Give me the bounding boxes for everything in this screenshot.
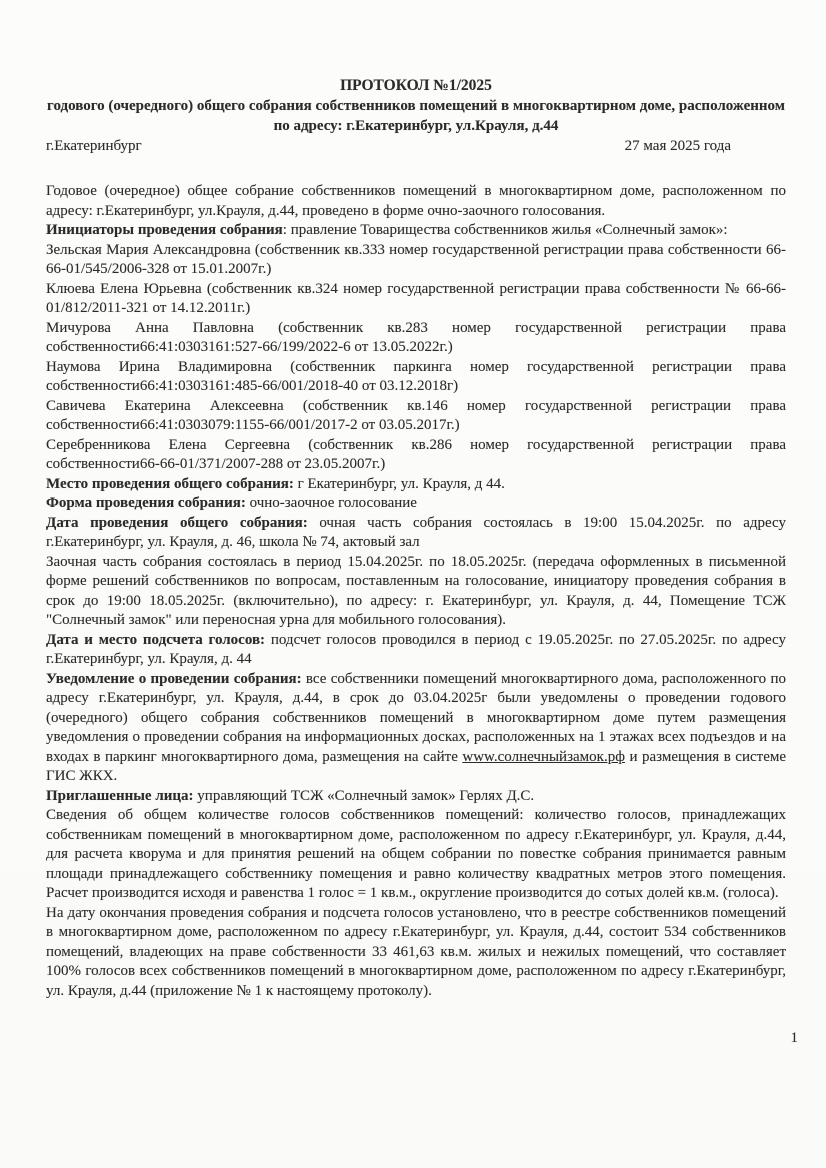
invited-text: управляющий ТСЖ «Солнечный замок» Герлях Д.С. [193, 787, 535, 804]
meeting-date-label: Дата проведения общего собрания: [46, 514, 308, 531]
document-city: г.Екатеринбург [46, 138, 142, 154]
city-date-row [46, 136, 786, 156]
initiator-entry: Клюева Елена Юрьевна (собственник кв.324 номер государственной регистрации права собственности № 66-66-01/812/2011-321 от 14.12.2011г.) [46, 280, 786, 316]
invited-paragraph [46, 787, 786, 807]
document-subtitle: годового (очередного) общего собрания собственников помещений в многоквартирном доме, расположенном по адресу: г.Екатеринбург, ул.Крауля, д.44 [47, 98, 785, 134]
notice-label: Уведомление о проведении собрания: [46, 670, 302, 687]
initiator-entry: Серебренникова Елена Сергеевна (собственник кв.286 номер государственной регистрации права собственности66-66-01/371/2007-288 от 23.05.2007г.) [46, 436, 786, 472]
intro-paragraph: Годовое (очередное) общее собрание собственников помещений в многоквартирном доме, расположенном по адресу: г.Екатеринбург, ул.Крауля, д.44, проведено в форме очно-заочного голосования. [46, 183, 786, 219]
initiator-entry: Савичева Екатерина Алексеевна (собственник кв.146 номер государственной регистрации права собственности66:41:0303079:1155-66/001/2017-2 от 03.05.2017г.) [46, 397, 786, 433]
place-text: г Екатеринбург, ул. Крауля, д 44. [293, 475, 505, 492]
invited-label: Приглашенные лица: [46, 787, 194, 804]
absentee-part-paragraph: Заочная часть собрания состоялась в период 15.04.2025г. по 18.05.2025г. (передача оформленных в письменной форме решений собственников по вопросам, поставленным на голосование, инициатору проведения собрания в срок до 19:00 18.05.2025г. (включительно), по адресу: г. Екатеринбург, ул. Крауля, д. 44, Помещение ТСЖ "Солнечный замок" или переносная урна для мобильного голосования). [46, 553, 786, 628]
initiators-label: Инициаторы проведения собрания [46, 222, 283, 238]
meeting-date-text: очная часть собрания состоялась в 19:00 15.04.2025г. по адресу г.Екатеринбург, ул. Крауля, д. 46, школа № 74, актовый зал [46, 514, 786, 550]
form-text: очно-заочное голосование [245, 495, 417, 511]
counting-label: Дата и место подсчета голосов: [46, 631, 266, 648]
notice-text-before: все собственники помещений многоквартирного дома, расположенного по адресу г.Екатеринбург, ул. Крауля, д.44, в срок до 03.04.2025г были уведомлены о проведении годового (очередного) общего собрания собственников помещений в многоквартирном доме путем размещения уведомления о проведении собрания на информационных досках, расположенных на 1 этажах всех подъездов и на входах в паркинг многоквартирного дома, размещения на сайте [46, 670, 786, 765]
notice-text-after: и размещения в системе ГИС ЖКХ. [46, 748, 787, 784]
meeting-date-paragraph [46, 514, 786, 553]
form-label: Форма проведения собрания: [46, 495, 246, 511]
initiator-entry: Мичурова Анна Павловна (собственник кв.283 номер государственной регистрации права собственности66:41:0303161:527-66/199/2022-6 от 13.05.2022г.) [46, 319, 786, 355]
place-label: Место проведения общего собрания: [46, 475, 294, 492]
initiators-text: : правление Товарищества собственников жилья «Солнечный замок»: [282, 222, 728, 238]
website-link: www.солнечныйзамок.рф [462, 748, 625, 765]
document-date: 27 мая 2025 года [624, 138, 731, 154]
place-paragraph [46, 475, 786, 495]
form-paragraph [46, 494, 786, 514]
document-title: ПРОТОКОЛ №1/2025 [340, 77, 492, 94]
counting-paragraph [46, 631, 786, 670]
initiator-entry: Наумова Ирина Владимировна (собственник паркинга номер государственной регистрации права собственности66:41:0303161:485-66/001/2018-40 от 03.12.2018г) [46, 358, 786, 394]
initiator-entry: Зельская Мария Александровна (собственник кв.333 номер государственной регистрации права собственности 66-66-01/545/2006-328 от 15.01.2007г.) [46, 241, 786, 277]
registry-paragraph: На дату окончания проведения собрания и подсчета голосов установлено, что в реестре собственников помещений в многоквартирном доме, расположенном по адресу г.Екатеринбург, ул. Крауля, д.44, состоит 534 собственников помещений, владеющих на праве собственности 33 461,63 кв.м. жилых и нежилых помещений, что составляет 100% голосов всех собственников помещений в многоквартирном доме, расположенном по адресу г.Екатеринбург, ул. Крауля, д.44 (приложение № 1 к настоящему протоколу). [46, 904, 786, 999]
votes-total-paragraph: Сведения об общем количестве голосов собственников помещений: количество голосов, принадлежащих собственникам помещений в многоквартирном доме, расположенном по адресу г.Екатеринбург, ул. Крауля, д.44, для расчета кворума и для принятия решений на общем собрании по повестке собрания принимается равным площади принадлежащего собственнику помещения и равно количеству квадратных метров этого помещения. Расчет производится исходя и равенства 1 голос = 1 кв.м., округление производится до сотых долей кв.м. (голоса). [46, 807, 786, 901]
initiators-heading [46, 221, 786, 241]
page-number: 1 [790, 1030, 798, 1046]
document-body [46, 182, 786, 1001]
counting-text: подсчет голосов проводился в период с 19.05.2025г. по 27.05.2025г. по адресу г.Екатеринбург, ул. Крауля, д. 44 [46, 631, 786, 667]
notice-paragraph [46, 670, 786, 787]
